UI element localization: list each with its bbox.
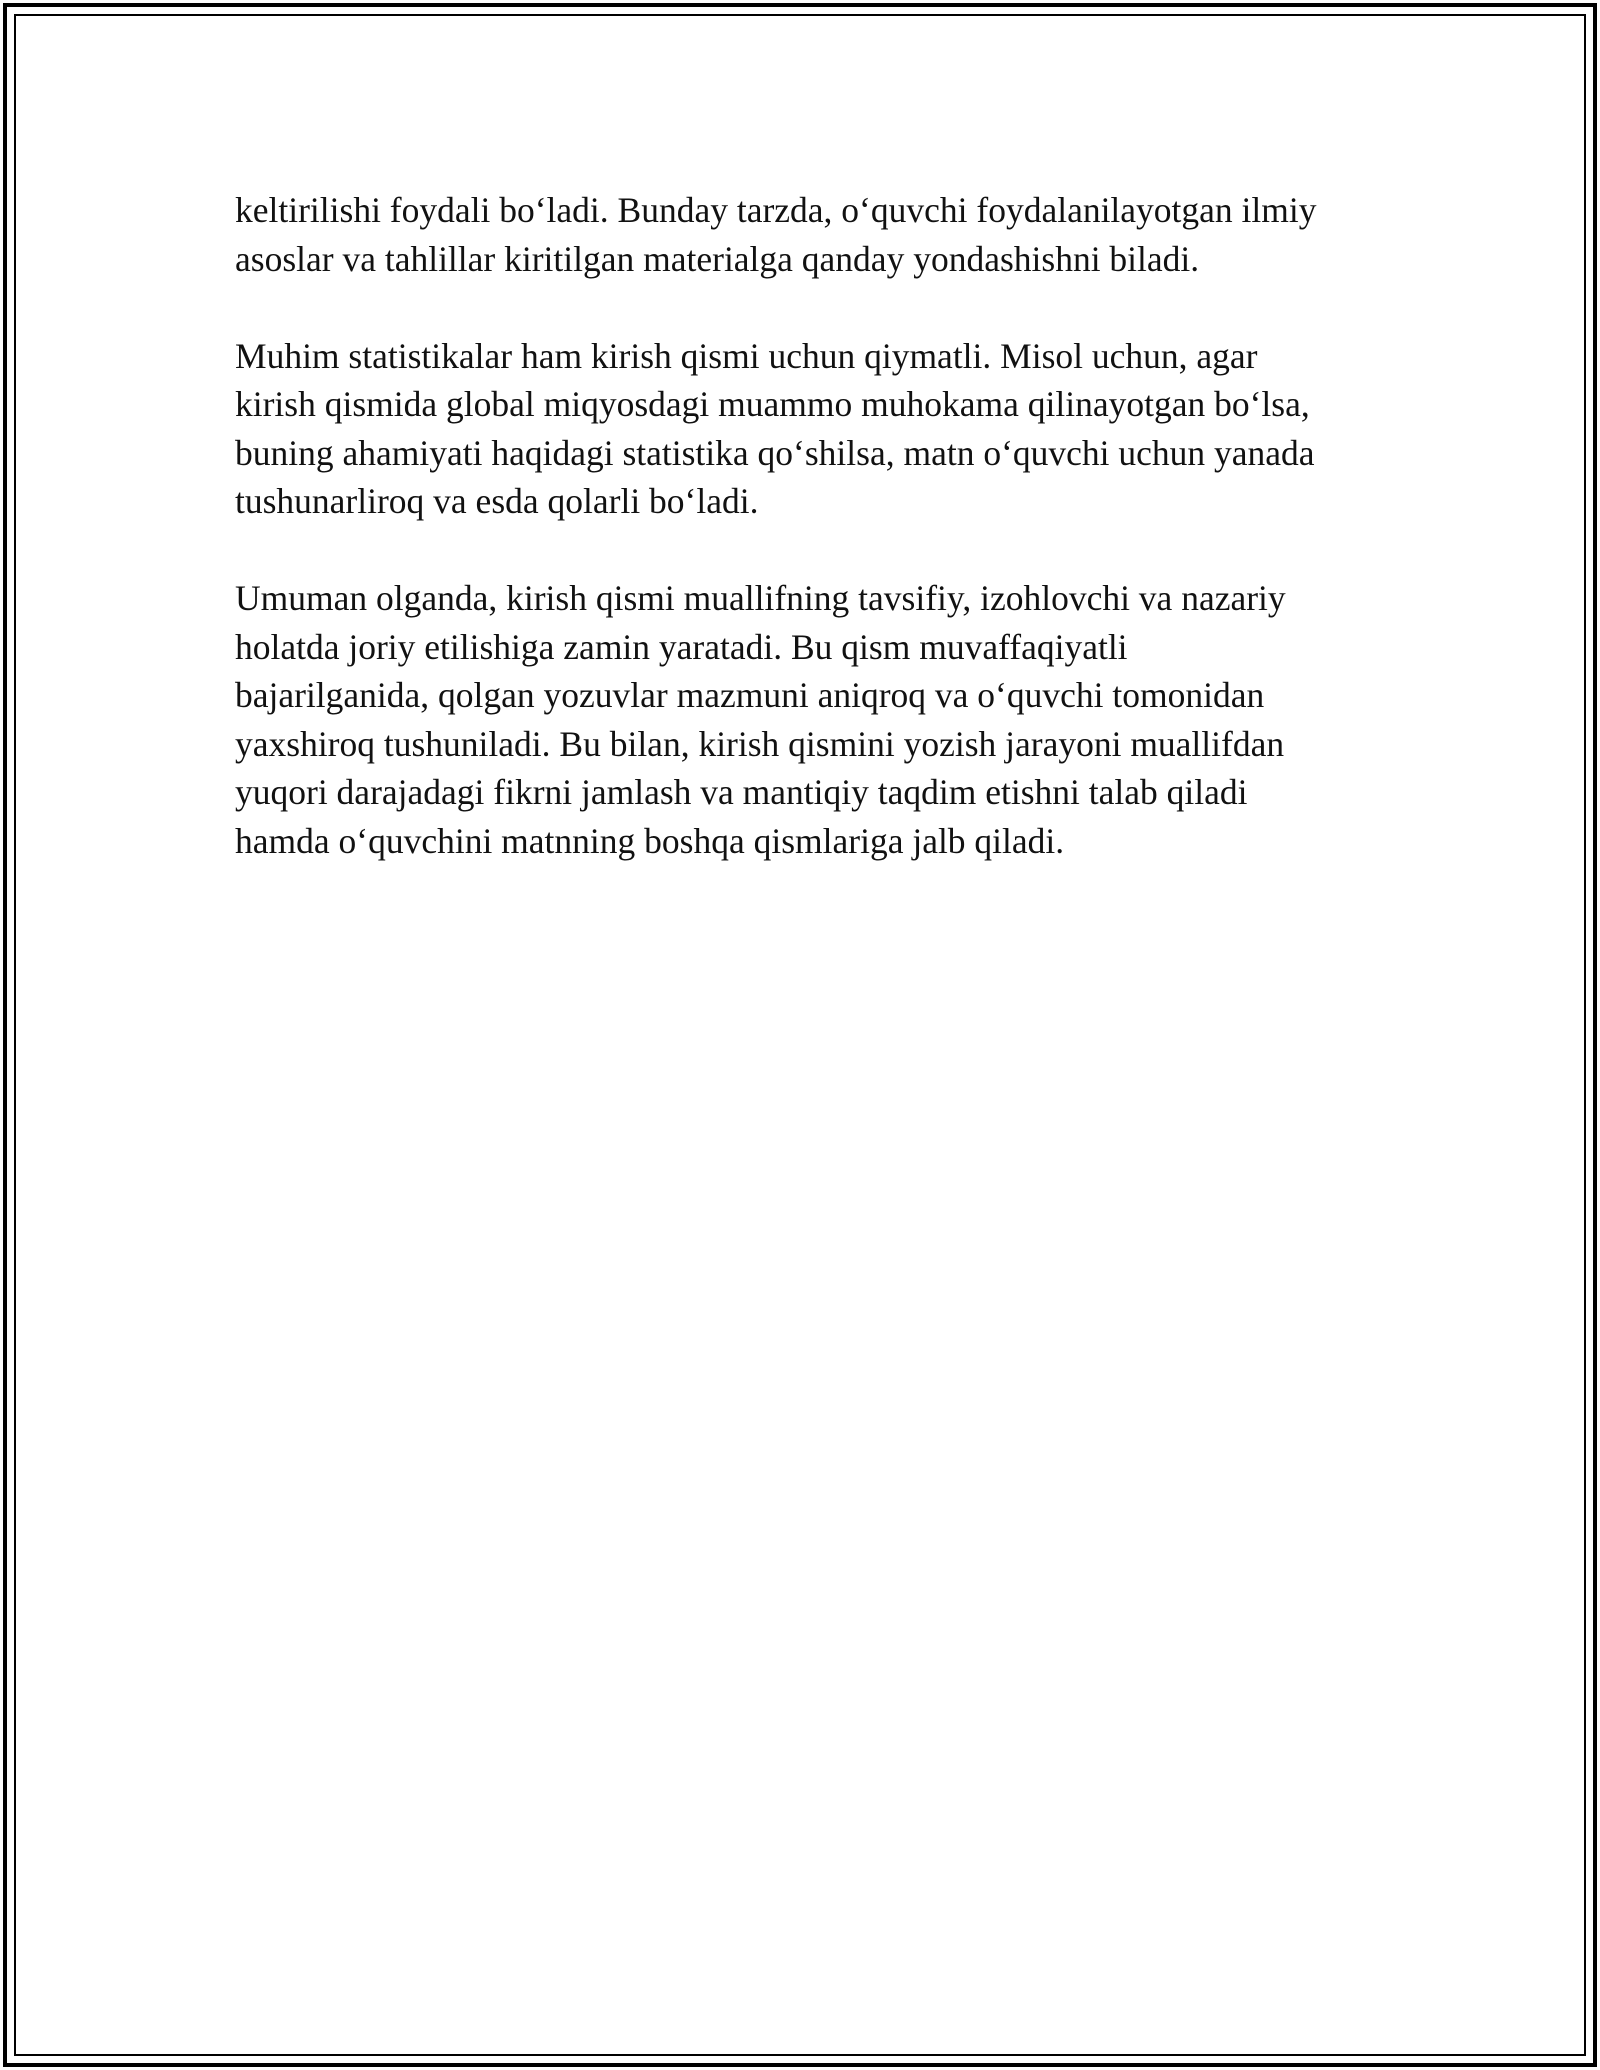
- document-body: [235, 186, 1365, 914]
- paragraph-1: keltirilishi foydali bo‘ladi. Bunday tarzda, o‘quvchi foydalanilayotgan ilmiy asoslar va tahlillar kiritilgan materialga qanday yondashishni biladi.: [235, 190, 1317, 279]
- paragraph-3: Umuman olganda, kirish qismi muallifning tavsifiy, izohlovchi va nazariy holatda joriy etilishiga zamin yaratadi. Bu qism muvaffaqiyatli bajarilganida, qolgan yozuvlar mazmuni aniqroq va o‘quvchi tomonidan yaxshiroq tushuniladi. Bu bilan, kirish qismini yozish jarayoni muallifdan yuqori darajadagi fikrni jamlash va mantiqiy taqdim etishni talab qiladi hamda o‘quvchini matnning boshqa qismlariga jalb qiladi.: [235, 578, 1286, 861]
- paragraph-2: Muhim statistikalar ham kirish qismi uchun qiymatli. Misol uchun, agar kirish qismida global miqyosdagi muammo muhokama qilinayotgan bo‘lsa, buning ahamiyati haqidagi statistika qo‘shilsa, matn o‘quvchi uchun yanada tushunarliroq va esda qolarli bo‘ladi.: [235, 335, 1315, 521]
